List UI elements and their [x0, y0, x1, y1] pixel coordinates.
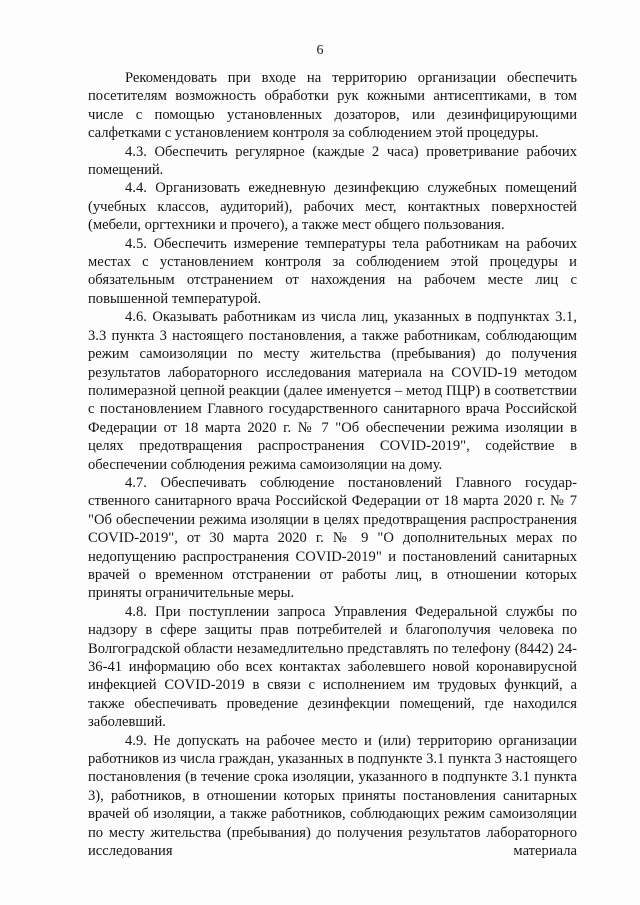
paragraph-4-5: 4.5. Обеспечить измерение температуры тела работникам на рабочих местах с установлением контроля за соблюдением этой процедуры и обязательным отстранением от нахождения на рабочем месте лиц с повышенной температурой. — [88, 235, 577, 307]
page-number: 6 — [316, 43, 324, 58]
paragraph-4-3: 4.3. Обеспечить регулярное (каждые 2 часа) проветривание рабочих помещений. — [88, 143, 577, 179]
paragraph-4-6: 4.6. Оказывать работникам из числа лиц, указанных в подпунктах 3.1, 3.3 пункта 3 настоящего постановления, а также работникам, соблюдающим режим самоизоляции по месту жительства (пребывания) до получения результатов лабораторного исследования материала на COVID-19 методом полимеразной цепной реакции (далее именуется – метод ПЦР) в соответствии с постановлением Главного государственного санитарного врача Российской Федерации от 18 марта 2020 г. № 7 "Об обеспечении режима изоляции в целях предотвращения распространения COVID-2019", содействие в обеспечении соблюдения режима самоизоляции на дому. — [88, 309, 577, 473]
paragraph-recommendation: Рекомендовать при входе на территорию организации обеспечить посетителям возможность обработки рук кожными антисептиками, в том числе с помощью установленных дозаторов, или дезинфицирующими салфетками с установлением контроля за соблюдением этой процедуры. — [88, 70, 577, 142]
paragraph-4-7: 4.7. Обеспечивать соблюдение постановлений Главного государственного санитарного врача Российской Федерации от 18 марта 2020 г. № 7 "Об обеспечении режима изоляции в целях предотвращения распространения COVID-2019", от 30 марта 2020 г. № 9 "О дополнительных мерах по недопущению распространения COVID-2019" и постановлений санитарных врачей о временном отстранении от работы лиц, в отношении которых приняты ограничительные меры. — [88, 474, 577, 602]
paragraph-4-4: 4.4. Организовать ежедневную дезинфекцию служебных помещений (учебных классов, аудиторий), рабочих мест, контактных поверхностей (мебели, оргтехники и прочего), а также мест общего пользования. — [88, 180, 577, 234]
paragraph-4-9: 4.9. Не допускать на рабочее место и (или) территорию организации работников из числа граждан, указанных в подпункте 3.1 пункта 3 настоящего постановления (в течение срока изоляции, указанного в подпункте 3.1 пункта 3), работников, в отношении которых приняты постановления санитарных врачей об изоляции, а также работников, соблюдающих режим самоизоляции по месту жительства (пребывания) до получения результатов лабораторного исследования материала — [88, 732, 577, 860]
paragraph-4-8: 4.8. При поступлении запроса Управления Федеральной службы по надзору в сфере защиты прав потребителей и благополучия человека по Волгоградской области незамедлительно представлять по телефону (8442) 24-36-41 информацию обо всех контактах заболевшего новой коронавирусной инфекцией COVID-2019 в связи с исполнением им трудовых функций, а также обеспечивать проведение дезинфекции помещений, где находился заболевший. — [88, 603, 577, 731]
document-body — [88, 69, 577, 860]
